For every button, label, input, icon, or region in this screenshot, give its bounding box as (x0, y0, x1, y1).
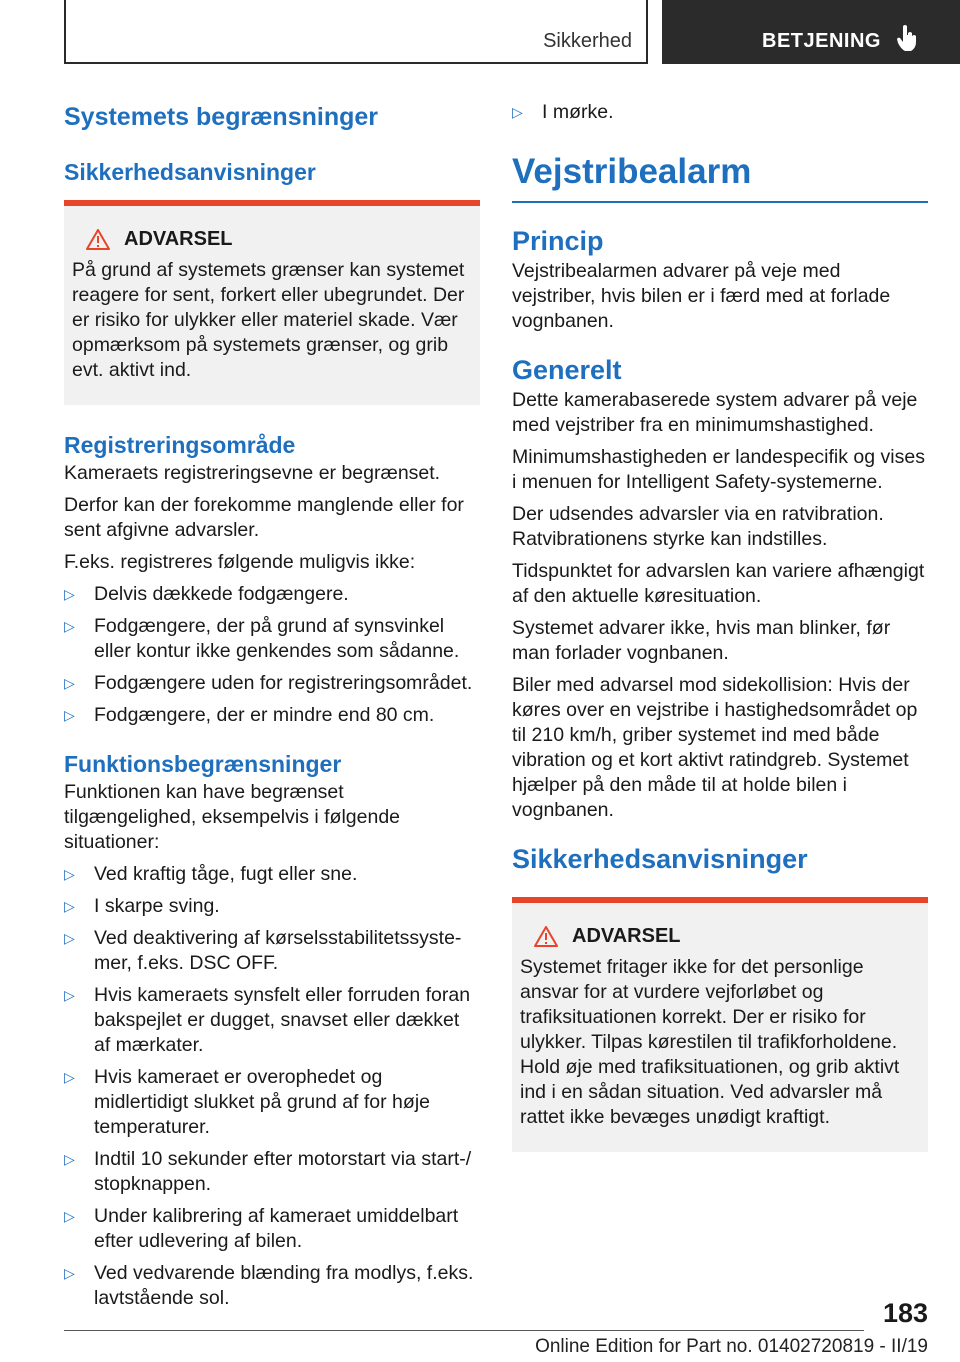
right-column (512, 100, 928, 1152)
paragraph: Vejstribealarmen advarer på veje med vejstriber, hvis bilen er i færd med at forlade vognbanen. (512, 260, 891, 332)
title-divider (512, 201, 928, 203)
list-item: ▷ I skarpe sving. (64, 895, 220, 917)
triangle-bullet-icon: ▷ (64, 1151, 75, 1167)
paragraph: Tidspunktet for advarslen kan variere afhængigt af den aktuelle køresituation. (512, 560, 925, 607)
paragraph: Minimumshastigheden er landespecifik og vises i menuen for Intelligent Safety-systemerne. (512, 446, 925, 493)
list-item: ▷ Under kalibrering af kameraet umiddelbart efter udlevering af bilen. (64, 1205, 459, 1252)
heading-function-limits: Funktionsbegrænsninger (64, 751, 342, 777)
list-item: ▷ Ved kraftig tåge, fugt eller sne. (64, 863, 358, 885)
list-item: ▷ Hvis kameraets synsfelt eller forruden foran bakspejlet er dugget, snavset eller dækket af mærkater. (64, 984, 471, 1056)
paragraph: Derfor kan der forekomme manglende eller for sent afgivne advarsler. (64, 494, 464, 541)
triangle-bullet-icon: ▷ (512, 104, 523, 120)
paragraph: Kameraets registreringsevne er begrænset. (64, 462, 441, 484)
paragraph: Biler med advarsel mod sidekollision: Hvis der køres over en vejstribe i hastighedsområdet op til 210 km/h, griber systemet ind med både vibration og et kort aktivt ratindgreb. Systemet hjælper på den måde til at holde bilen i vognbanen. (512, 674, 918, 821)
warning-box (512, 897, 928, 1152)
warning-title (72, 226, 472, 252)
warning-title (520, 923, 920, 949)
triangle-bullet-icon: ▷ (64, 618, 75, 634)
paragraph: F.eks. registreres følgende muligvis ikke: (64, 551, 416, 573)
triangle-bullet-icon: ▷ (64, 930, 75, 946)
list-item: ▷ Indtil 10 sekunder efter motorstart via start-/ stopknappen. (64, 1148, 472, 1195)
detection-limits-list (64, 582, 480, 728)
list-item: ▷ I mørke. (512, 101, 614, 123)
left-column (64, 100, 480, 1318)
paragraph: Funktionen kan have begrænset tilgængelighed, eksempelvis i følgende situationer: (64, 781, 401, 853)
footer-divider (64, 1330, 864, 1331)
heading-safety-notes-right: Sikkerhedsanvisninger (512, 844, 808, 874)
triangle-bullet-icon: ▷ (64, 1208, 75, 1224)
warning-label: ADVARSEL (572, 925, 681, 947)
list-item: ▷ Hvis kameraet er overophedet og midlertidigt slukket på grund af for høje temperaturer. (64, 1066, 430, 1138)
function-limits-list (64, 862, 480, 1311)
list-item: ▷ Fodgængere, der er mindre end 80 cm. (64, 704, 435, 726)
triangle-bullet-icon: ▷ (64, 707, 75, 723)
triangle-bullet-icon: ▷ (64, 586, 75, 602)
section-title-system-limits: Systemets begrænsninger (64, 103, 378, 131)
header-section-box (64, 0, 648, 64)
paragraph: Dette kamerabaserede system advarer på veje med vejstriber fra en minimumshastighed. (512, 389, 918, 436)
paragraph: Der udsendes advarsler via en ratvibration. Ratvibrationens styrke kan indstilles. (512, 503, 884, 550)
warning-text: Systemet fritager ikke for det personlige ansvar for at vurdere vejforløbet og trafiksituationen korrekt. Der er risiko for ulykker. Tilpas kørestilen til trafikforholdene. Hold øje med trafiksituationen, og grib aktivt ind i en sådan situation. Ved advarsler må rattet ikke bevæges unødigt kraftigt. (520, 956, 900, 1128)
warning-box (64, 200, 480, 405)
list-item: ▷ Fodgængere, der på grund af synsvinkel eller kontur ikke genkendes som sådanne. (64, 615, 460, 662)
page-number: 183 (882, 1298, 928, 1328)
triangle-bullet-icon: ▷ (64, 675, 75, 691)
heading-safety-notes: Sikkerhedsanvisninger (64, 159, 316, 185)
header-chapter-tab (662, 0, 960, 64)
triangle-bullet-icon: ▷ (64, 987, 75, 1003)
heading-general: Generelt (512, 355, 622, 385)
section-title-lane-departure-warning: Vejstribealarm (512, 152, 752, 191)
warning-triangle-icon (86, 229, 110, 250)
triangle-bullet-icon: ▷ (64, 1069, 75, 1085)
list-item: ▷ Fodgængere uden for registreringsområdet. (64, 672, 473, 694)
list-item: ▷ Delvis dækkede fodgængere. (64, 583, 349, 605)
warning-text: På grund af systemets grænser kan systemet reagere for sent, forkert eller ubegrundet. Der er risiko for ulykker eller materiel skade. Vær opmærksom på systemets grænser, og grib evt. aktivt ind. (72, 259, 465, 381)
triangle-bullet-icon: ▷ (64, 898, 75, 914)
header-section-title: Sikkerhed (543, 30, 632, 52)
heading-detection-range: Registreringsområde (64, 432, 296, 458)
triangle-bullet-icon: ▷ (64, 1265, 75, 1281)
triangle-bullet-icon: ▷ (64, 866, 75, 882)
continued-list (512, 100, 928, 125)
heading-principle: Princip (512, 226, 604, 256)
header-chapter-label: BETJENING (762, 30, 881, 52)
footer-edition: Online Edition for Part no. 01402720819 - II/19 (535, 1336, 928, 1357)
warning-triangle-icon (534, 926, 558, 947)
hand-pointer-icon (896, 24, 918, 52)
list-item: ▷ Ved deaktivering af kørselsstabilitetssystemer, f.eks. DSC OFF. (64, 927, 462, 974)
paragraph: Systemet advarer ikke, hvis man blinker, før man forlader vognbanen. (512, 617, 891, 664)
warning-label: ADVARSEL (124, 228, 233, 250)
list-item: ▷ Ved vedvarende blænding fra modlys, f.eks. lavtstående sol. (64, 1262, 474, 1309)
